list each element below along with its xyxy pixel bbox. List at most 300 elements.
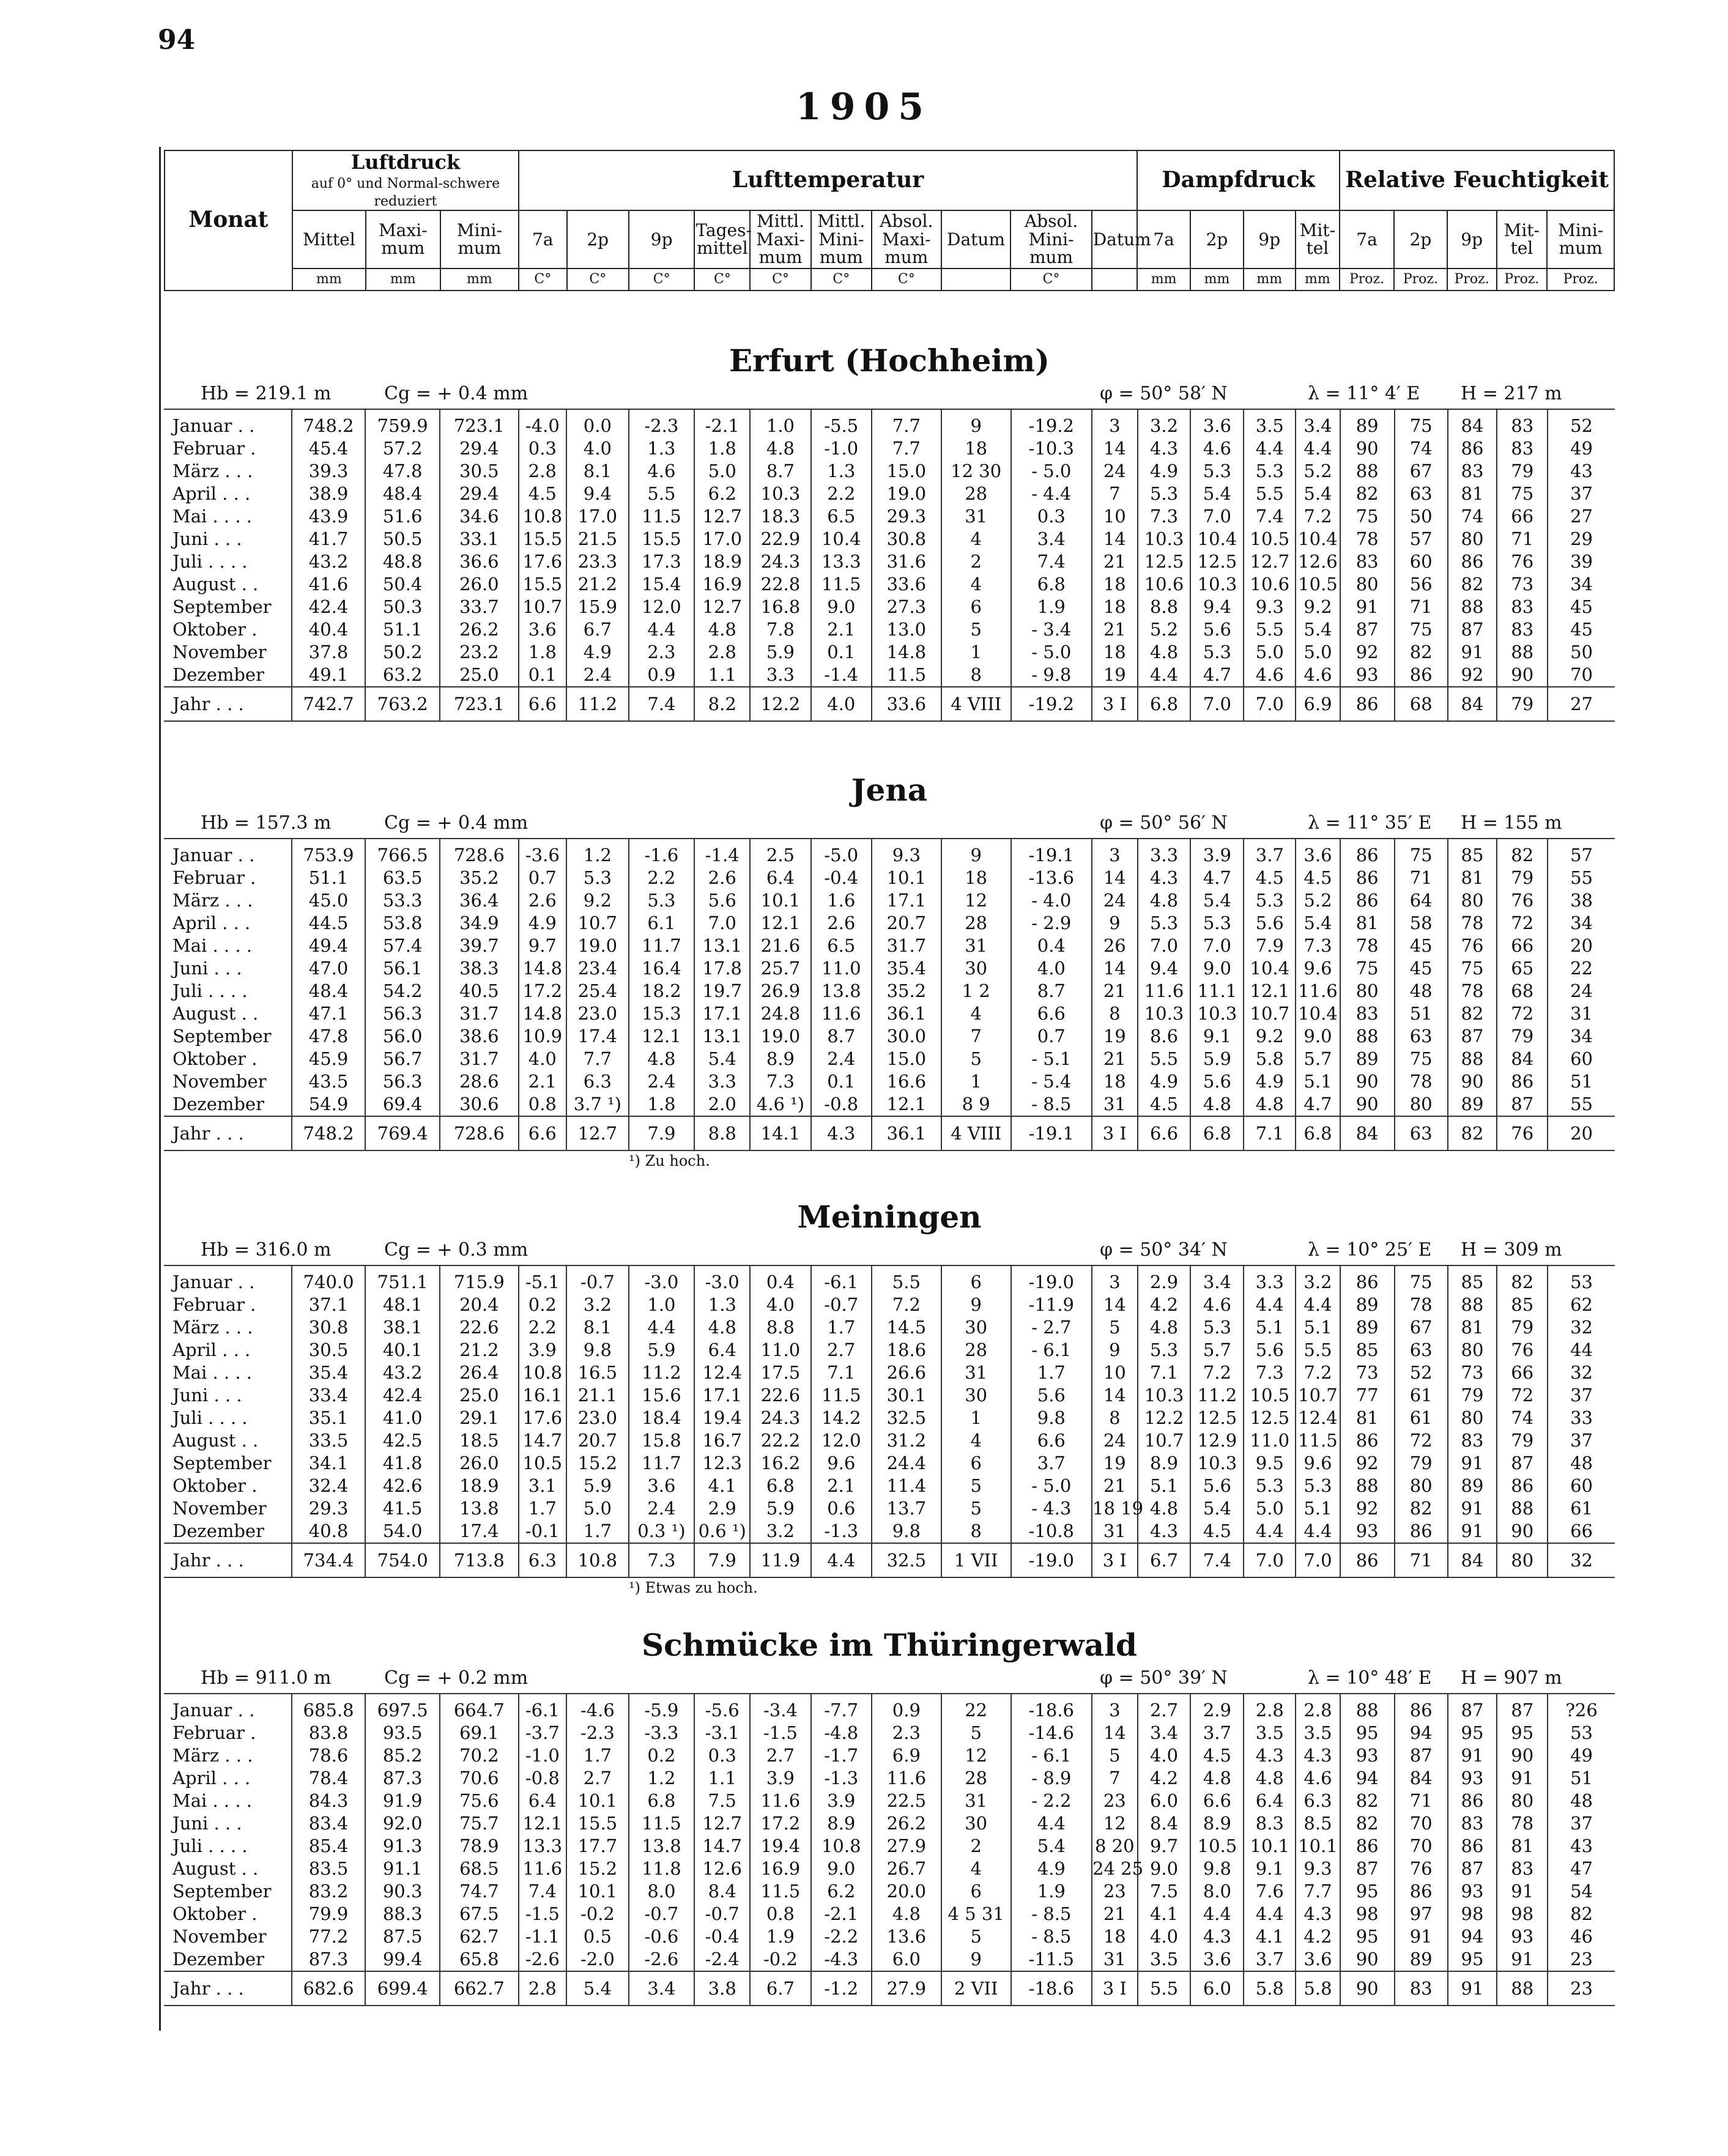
table-cell: 39 — [1548, 550, 1615, 573]
table-cell: -1.6 — [629, 839, 695, 867]
table-cell: 1.9 — [1011, 596, 1092, 618]
month-label: April . . . — [172, 1768, 251, 1788]
table-cell: 4.6 ¹) — [750, 1093, 810, 1116]
table-cell: 70 — [1395, 1812, 1448, 1835]
table-cell: 4.4 — [1296, 437, 1340, 460]
month-label: Juni . . . — [172, 1813, 242, 1834]
table-cell: -18.6 — [1011, 1694, 1092, 1722]
month-label: Dezember — [172, 1521, 264, 1541]
table-cell: 50.2 — [365, 641, 440, 664]
col-header: Tages-mittel — [694, 210, 750, 268]
table-cell: 23 — [1092, 1880, 1138, 1903]
table-cell: 73 — [1497, 573, 1548, 596]
table-cell: 9.4 — [1190, 596, 1244, 618]
table-cell: 41.8 — [365, 1452, 440, 1475]
month-label: März . . . — [172, 461, 253, 481]
table-cell: 31 — [941, 1361, 1011, 1384]
table-cell: 45 — [1548, 618, 1615, 641]
table-cell: 37 — [1548, 1384, 1615, 1407]
table-cell: 91 — [1340, 596, 1395, 618]
table-cell: 9.8 — [872, 1520, 941, 1543]
table-cell: 13.3 — [519, 1835, 567, 1858]
table-cell: 53 — [1548, 1722, 1615, 1744]
table-cell: 15.0 — [872, 460, 941, 483]
table-cell: 3.4 — [1011, 528, 1092, 550]
table-cell: 80 — [1340, 980, 1395, 1002]
table-cell: 75 — [1448, 957, 1497, 980]
table-cell: -1.4 — [694, 839, 750, 867]
table-cell: 9.2 — [1244, 1025, 1296, 1048]
table-cell: 89 — [1395, 1948, 1448, 1971]
table-cell: 3 I — [1092, 1971, 1138, 2006]
table-cell: - 2.9 — [1011, 912, 1092, 935]
table-cell: -0.6 — [629, 1925, 695, 1948]
table-cell: 12.0 — [811, 1429, 872, 1452]
table-cell: 9.0 — [811, 1858, 872, 1880]
table-cell: 3.2 — [1138, 409, 1191, 437]
table-cell: 0.3 — [1011, 505, 1092, 528]
table-cell: 57.2 — [365, 437, 440, 460]
table-cell: 10.1 — [750, 889, 810, 912]
table-cell: 7.0 — [1296, 1543, 1340, 1577]
table-cell: 9 — [1092, 912, 1138, 935]
table-cell: 742.7 — [292, 687, 365, 721]
month-row — [164, 1835, 1615, 1858]
table-cell: 6.6 — [519, 1116, 567, 1150]
table-cell: 9.0 — [1138, 1858, 1191, 1880]
table-cell: 3.7 ¹) — [566, 1093, 628, 1116]
month-row — [164, 1316, 1615, 1339]
table-cell: 44 — [1548, 1339, 1615, 1361]
table-cell: 80 — [1395, 1475, 1448, 1497]
table-cell: 6.6 — [519, 687, 567, 721]
table-cell: 22 — [1548, 957, 1615, 980]
table-cell: 6.6 — [1011, 1429, 1092, 1452]
table-cell: 5.2 — [1296, 889, 1340, 912]
table-cell: - 2.7 — [1011, 1316, 1092, 1339]
table-cell: 9.3 — [1296, 1858, 1340, 1880]
table-cell: 77 — [1340, 1384, 1395, 1407]
table-cell: 33.7 — [440, 596, 518, 618]
table-cell: 14 — [1092, 528, 1138, 550]
table-cell: 54.9 — [292, 1093, 365, 1116]
table-cell: 11.5 — [629, 505, 695, 528]
table-cell: 10.3 — [1138, 1384, 1191, 1407]
table-cell: -2.0 — [566, 1948, 628, 1971]
table-cell: 17.8 — [694, 957, 750, 980]
table-cell: 2.9 — [1190, 1694, 1244, 1722]
table-cell: 64 — [1395, 889, 1448, 912]
table-cell: 6.8 — [1296, 1116, 1340, 1150]
table-cell: 84 — [1448, 409, 1497, 437]
table-cell: 95 — [1448, 1948, 1497, 1971]
table-cell: 6 — [941, 596, 1011, 618]
table-cell: 66 — [1548, 1520, 1615, 1543]
table-cell: 7.0 — [1190, 935, 1244, 957]
table-cell: 51 — [1548, 1070, 1615, 1093]
table-cell: 11.6 — [872, 1767, 941, 1790]
table-cell: 40.5 — [440, 980, 518, 1002]
table-cell: 10.8 — [519, 505, 567, 528]
month-row — [164, 596, 1615, 618]
table-cell: 4.8 — [1138, 889, 1191, 912]
table-cell: 15.6 — [629, 1384, 695, 1407]
table-cell: 90 — [1497, 664, 1548, 687]
table-cell: - 5.1 — [1011, 1048, 1092, 1070]
table-cell: 86 — [1340, 867, 1395, 889]
table-cell: 17.1 — [694, 1002, 750, 1025]
table-cell: 8 — [1092, 1002, 1138, 1025]
table-cell: 7.3 — [1244, 1361, 1296, 1384]
month-label: Jahr . . . — [164, 1543, 292, 1577]
col-unit: C° — [629, 269, 695, 291]
table-cell: 32.5 — [872, 1407, 941, 1429]
table-cell: 3 I — [1092, 1543, 1138, 1577]
table-cell: 10.8 — [811, 1835, 872, 1858]
month-row — [164, 1475, 1615, 1497]
table-cell: 10.1 — [566, 1790, 628, 1812]
table-cell: 1.3 — [811, 460, 872, 483]
table-cell: 4.9 — [1138, 1070, 1191, 1093]
month-row — [164, 1948, 1615, 1971]
table-cell: 3.5 — [1138, 1948, 1191, 1971]
table-cell: 9 — [941, 839, 1011, 867]
table-cell: 50.3 — [365, 596, 440, 618]
table-cell: 5.4 — [1190, 1497, 1244, 1520]
table-cell: -0.7 — [694, 1903, 750, 1925]
table-cell: 17.7 — [566, 1835, 628, 1858]
table-cell: 31 — [941, 935, 1011, 957]
table-cell: 14.7 — [694, 1835, 750, 1858]
table-cell: 35.1 — [292, 1407, 365, 1429]
table-cell: 7.7 — [872, 437, 941, 460]
col-header: Absol. Maxi-mum — [872, 210, 941, 268]
table-cell: 82 — [1548, 1903, 1615, 1925]
month-label: September — [172, 1453, 272, 1473]
col-unit: C° — [811, 269, 872, 291]
table-cell: 1.8 — [519, 641, 567, 664]
table-cell: 90 — [1497, 1744, 1548, 1767]
table-cell: 3.7 — [1190, 1722, 1244, 1744]
table-cell: -7.7 — [811, 1694, 872, 1722]
table-cell: 87 — [1395, 1744, 1448, 1767]
table-cell: 6.4 — [519, 1790, 567, 1812]
table-cell: 63.2 — [365, 664, 440, 687]
table-cell: 3.3 — [1244, 1265, 1296, 1294]
table-cell: 4 VIII — [941, 1116, 1011, 1150]
table-cell: 1.7 — [566, 1520, 628, 1543]
table-cell: 2.2 — [811, 483, 872, 505]
table-cell: -5.0 — [811, 839, 872, 867]
table-cell: 16.9 — [694, 573, 750, 596]
col-header: 9p — [1244, 210, 1296, 268]
month-row — [164, 912, 1615, 935]
table-cell: 5.3 — [1244, 889, 1296, 912]
table-cell: 11.5 — [811, 573, 872, 596]
table-cell: 26.4 — [440, 1361, 518, 1384]
table-cell: 5.5 — [1244, 618, 1296, 641]
table-cell: 0.6 — [811, 1497, 872, 1520]
table-cell: 0.3 — [694, 1744, 750, 1767]
table-cell: 30.6 — [440, 1093, 518, 1116]
month-row — [164, 1429, 1615, 1452]
month-label: Jahr . . . — [164, 687, 292, 721]
table-cell: 3.2 — [1296, 1265, 1340, 1294]
table-cell: 11.0 — [811, 957, 872, 980]
table-cell: 37 — [1548, 1429, 1615, 1452]
table-cell: 0.2 — [519, 1294, 567, 1316]
table-cell: 15.2 — [566, 1858, 628, 1880]
table-cell: 8.9 — [750, 1048, 810, 1070]
table-cell: 12.7 — [694, 1812, 750, 1835]
table-cell: 84 — [1448, 1543, 1497, 1577]
table-cell: ?26 — [1548, 1694, 1615, 1722]
month-label: März . . . — [172, 1317, 253, 1338]
table-cell: -14.6 — [1011, 1722, 1092, 1744]
table-cell: 40.4 — [292, 618, 365, 641]
table-cell: 7.0 — [1190, 687, 1244, 721]
table-cell: 7.1 — [1138, 1361, 1191, 1384]
latitude-value: φ = 50° 56′ N — [1100, 812, 1228, 834]
table-cell: 3.6 — [1190, 1948, 1244, 1971]
table-cell: 5.8 — [1244, 1048, 1296, 1070]
table-cell: 18.3 — [750, 505, 810, 528]
month-label: Oktober . — [172, 619, 258, 640]
table-cell: 3.4 — [629, 1971, 695, 2006]
table-cell: 88 — [1448, 1048, 1497, 1070]
table-cell: 12 — [941, 1744, 1011, 1767]
table-cell: 91.9 — [365, 1790, 440, 1812]
col-header: 7a — [1137, 210, 1190, 268]
table-cell: 75 — [1395, 839, 1448, 867]
table-cell: 54.0 — [365, 1520, 440, 1543]
table-cell: 56.3 — [365, 1002, 440, 1025]
table-cell: 7.2 — [1296, 505, 1340, 528]
table-cell: 2.1 — [519, 1070, 567, 1093]
table-cell: 7.3 — [750, 1070, 810, 1093]
table-cell: 30 — [941, 1812, 1011, 1835]
table-cell: 31 — [1092, 1093, 1138, 1116]
table-cell: 30 — [941, 957, 1011, 980]
table-cell: 13.6 — [872, 1925, 941, 1948]
table-cell: - 6.1 — [1011, 1744, 1092, 1767]
month-row — [164, 1361, 1615, 1384]
table-cell: 38.3 — [440, 957, 518, 980]
table-cell: 8.7 — [1011, 980, 1092, 1002]
table-cell: 22.6 — [750, 1384, 810, 1407]
table-cell: 23 — [1548, 1971, 1615, 2006]
latitude-value: φ = 50° 34′ N — [1100, 1239, 1228, 1261]
table-cell: 5.3 — [1138, 483, 1191, 505]
table-cell: -10.3 — [1011, 437, 1092, 460]
table-cell: 12.5 — [1190, 1407, 1244, 1429]
table-cell: 4.7 — [1190, 664, 1244, 687]
month-label: April . . . — [172, 1339, 251, 1360]
table-cell: 6.5 — [811, 935, 872, 957]
col-header: Mittl. Mini-mum — [811, 210, 872, 268]
table-cell: 21 — [1092, 1048, 1138, 1070]
table-cell: 5.3 — [1190, 1316, 1244, 1339]
table-cell: 8.4 — [694, 1880, 750, 1903]
table-cell: 35.4 — [292, 1361, 365, 1384]
table-cell: 0.2 — [629, 1744, 695, 1767]
table-cell: - 4.3 — [1011, 1497, 1092, 1520]
table-cell: 93 — [1448, 1880, 1497, 1903]
table-cell: 7.2 — [1296, 1361, 1340, 1384]
table-cell: 18.5 — [440, 1429, 518, 1452]
table-cell: 26.2 — [872, 1812, 941, 1835]
table-cell: 6.6 — [1138, 1116, 1191, 1150]
elevation-value: H = 155 m — [1461, 812, 1562, 834]
table-cell: 21.2 — [440, 1339, 518, 1361]
table-cell: 49 — [1548, 1744, 1615, 1767]
table-cell: 6.3 — [1296, 1790, 1340, 1812]
table-cell: 0.8 — [750, 1903, 810, 1925]
hb-value: Hb = 157.3 m — [201, 812, 332, 834]
month-row — [164, 980, 1615, 1002]
table-cell: 10.3 — [1190, 1002, 1244, 1025]
table-cell: 7.9 — [694, 1543, 750, 1577]
table-cell: 10.4 — [1296, 528, 1340, 550]
table-cell: 2 — [941, 550, 1011, 573]
table-cell: 21.5 — [566, 528, 628, 550]
table-cell: 6.7 — [566, 618, 628, 641]
table-cell: 12 — [1092, 1812, 1138, 1835]
table-cell: 4.3 — [1190, 1925, 1244, 1948]
table-cell: 30 — [941, 1384, 1011, 1407]
table-cell: 13.1 — [694, 935, 750, 957]
table-cell: 92.0 — [365, 1812, 440, 1835]
table-cell: - 5.0 — [1011, 460, 1092, 483]
table-cell: 41.0 — [365, 1407, 440, 1429]
table-cell: 4.4 — [1138, 664, 1191, 687]
table-cell: 4.8 — [694, 618, 750, 641]
table-cell: 93 — [1448, 1767, 1497, 1790]
station-name: Meiningen — [797, 1199, 982, 1235]
table-cell: 8.3 — [1244, 1812, 1296, 1835]
table-cell: 29.3 — [292, 1497, 365, 1520]
table-cell: 763.2 — [365, 687, 440, 721]
table-cell: 79 — [1497, 1429, 1548, 1452]
table-cell: 7.4 — [1011, 550, 1092, 573]
table-cell: 4.8 — [1190, 1767, 1244, 1790]
col-header: 9p — [1447, 210, 1497, 268]
col-header: 7a — [519, 210, 567, 268]
table-cell: 86 — [1497, 1475, 1548, 1497]
month-label: Juli . . . . — [172, 1836, 248, 1856]
table-cell: 10.3 — [750, 483, 810, 505]
table-cell: 10.1 — [566, 1880, 628, 1903]
table-cell: 17.4 — [440, 1520, 518, 1543]
table-cell: 24.3 — [750, 550, 810, 573]
table-cell: 87 — [1340, 1858, 1395, 1880]
table-cell: 4.8 — [750, 437, 810, 460]
table-cell: 23.0 — [566, 1002, 628, 1025]
table-cell: 5.5 — [872, 1265, 941, 1294]
table-cell: 6.6 — [1011, 1002, 1092, 1025]
table-cell: 4.0 — [519, 1048, 567, 1070]
table-cell: 93 — [1340, 664, 1395, 687]
month-row — [164, 460, 1615, 483]
table-cell: 29.3 — [872, 505, 941, 528]
month-row — [164, 1790, 1615, 1812]
table-cell: 13.8 — [811, 980, 872, 1002]
table-cell: 41.6 — [292, 573, 365, 596]
table-cell: 75.6 — [440, 1790, 518, 1812]
table-cell: 6 — [941, 1265, 1011, 1294]
table-cell: 82 — [1448, 1002, 1497, 1025]
table-cell: 31.7 — [440, 1002, 518, 1025]
table-cell: 4.6 — [1190, 1294, 1244, 1316]
month-label: März . . . — [172, 1745, 253, 1766]
table-cell: 34 — [1548, 912, 1615, 935]
table-cell: 91 — [1448, 641, 1497, 664]
table-cell: 61 — [1395, 1384, 1448, 1407]
col-unit: Proz. — [1394, 269, 1447, 291]
table-cell: 0.8 — [519, 1093, 567, 1116]
table-cell: 91 — [1497, 1948, 1548, 1971]
table-cell: 14.1 — [750, 1116, 810, 1150]
table-cell: 19.4 — [694, 1407, 750, 1429]
table-cell: 83 — [1448, 1812, 1497, 1835]
table-cell: 39.7 — [440, 935, 518, 957]
table-cell: -1.4 — [811, 664, 872, 687]
table-cell: 5.3 — [1244, 460, 1296, 483]
table-cell: - 9.8 — [1011, 664, 1092, 687]
table-cell: 71 — [1395, 1543, 1448, 1577]
month-row — [164, 1497, 1615, 1520]
station-table — [164, 409, 1615, 722]
table-cell: 33 — [1548, 1407, 1615, 1429]
table-cell: 6.0 — [872, 1948, 941, 1971]
table-cell: 92 — [1340, 1497, 1395, 1520]
table-cell: 90 — [1448, 1070, 1497, 1093]
table-cell: 18 19 — [1092, 1498, 1144, 1519]
table-cell: 36.1 — [872, 1116, 941, 1150]
table-cell: 1.7 — [519, 1497, 567, 1520]
table-cell: 24 — [1092, 460, 1138, 483]
month-label: Oktober . — [172, 1475, 258, 1496]
table-cell: 34 — [1548, 573, 1615, 596]
table-cell: 75 — [1395, 1265, 1448, 1294]
table-cell: 3 — [1092, 839, 1138, 867]
table-cell: 81 — [1448, 1316, 1497, 1339]
table-cell: 35.2 — [440, 867, 518, 889]
cg-value: Cg = + 0.3 mm — [384, 1239, 528, 1261]
table-cell: 52 — [1395, 1361, 1448, 1384]
table-cell: 10.1 — [1296, 1835, 1340, 1858]
table-cell: 4.8 — [694, 1316, 750, 1339]
table-cell: 73 — [1340, 1361, 1395, 1384]
col-header: 9p — [629, 210, 695, 268]
table-cell: 4.4 — [1011, 1812, 1092, 1835]
table-cell: -19.2 — [1011, 687, 1092, 721]
table-cell: 34.9 — [440, 912, 518, 935]
table-cell: 1.1 — [694, 664, 750, 687]
table-cell: 5.0 — [1244, 641, 1296, 664]
table-cell: 5.9 — [750, 1497, 810, 1520]
table-cell: 17.0 — [694, 528, 750, 550]
table-cell: 4.1 — [1138, 1903, 1191, 1925]
table-cell: 11.6 — [1138, 980, 1191, 1002]
table-cell: 682.6 — [292, 1971, 365, 2006]
table-cell: 2.3 — [629, 641, 695, 664]
table-cell: 14 — [1092, 1722, 1138, 1744]
table-cell: 72 — [1395, 1429, 1448, 1452]
table-cell: -5.1 — [519, 1265, 567, 1294]
table-cell: 713.8 — [440, 1543, 518, 1577]
col-header: Datum — [941, 210, 1011, 268]
